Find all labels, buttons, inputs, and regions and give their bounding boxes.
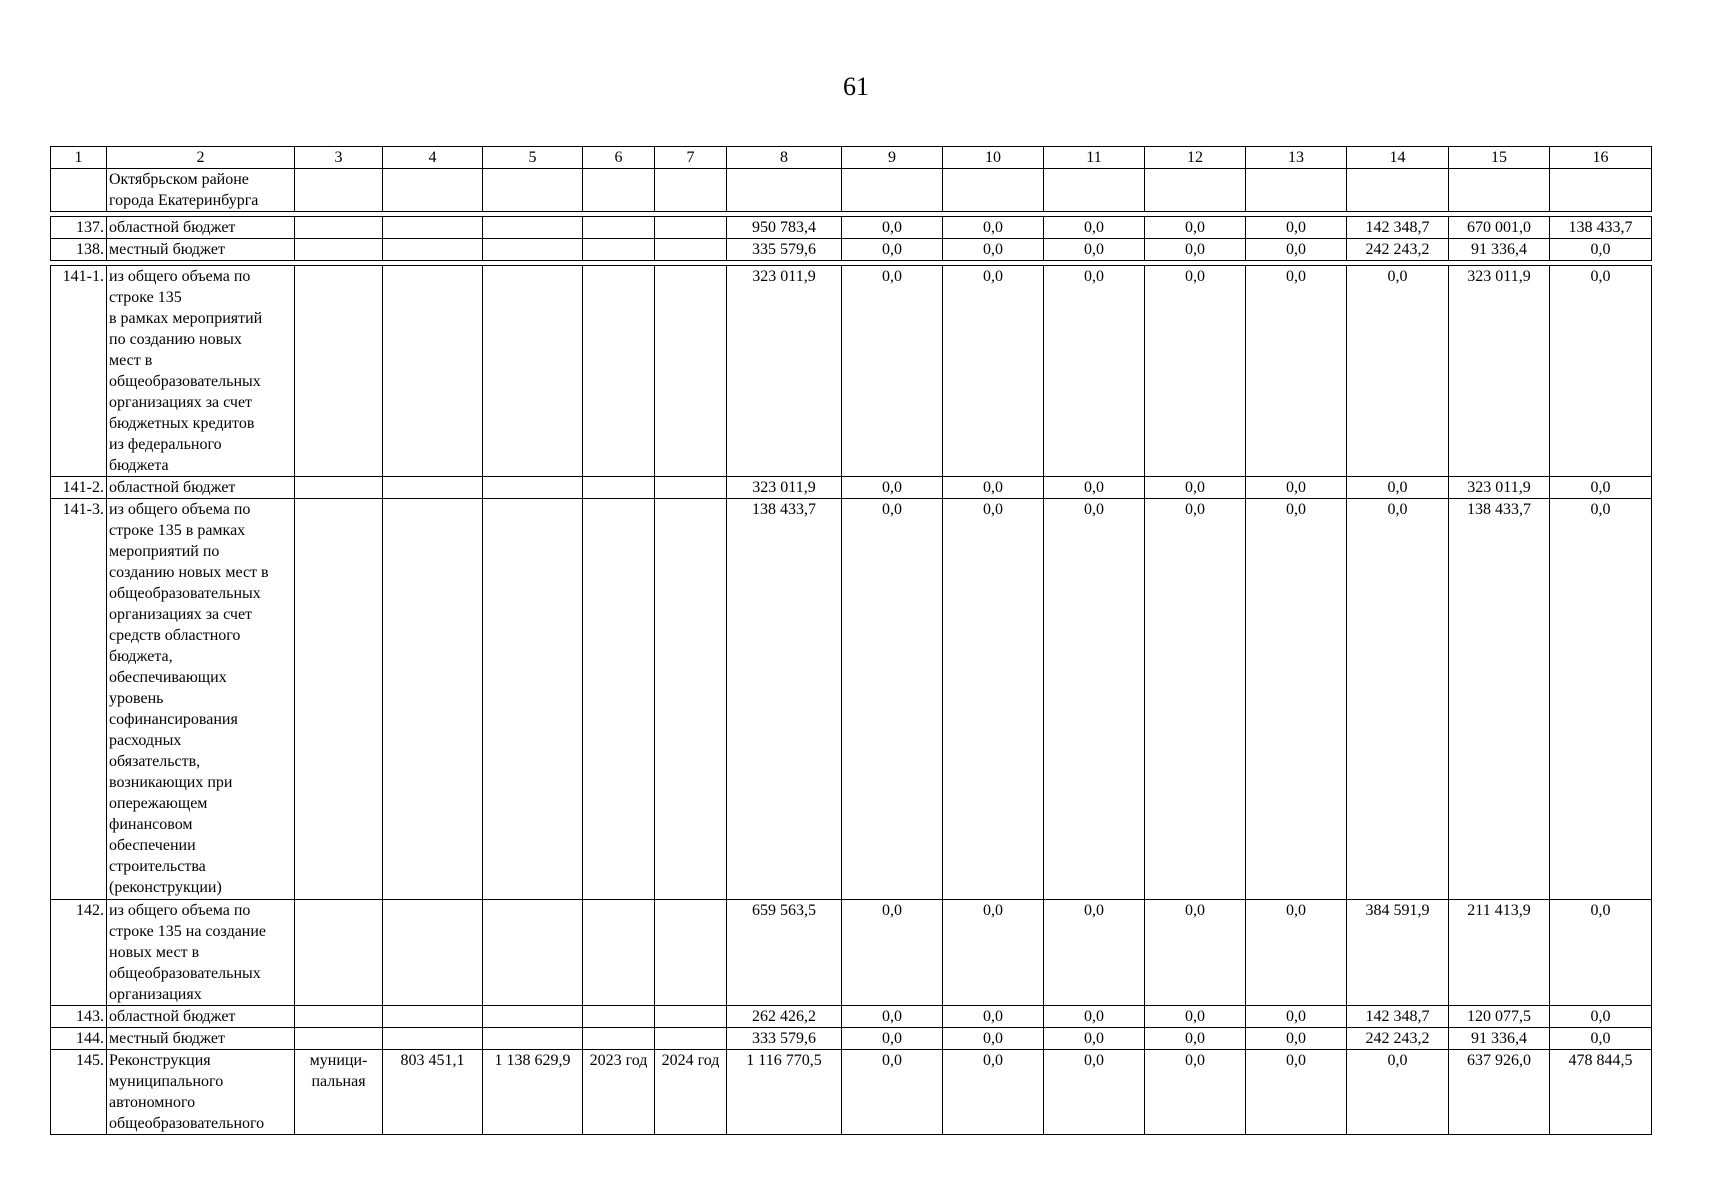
amount-cell bbox=[1145, 169, 1246, 212]
ownership-cell: муници- пальная bbox=[295, 1050, 383, 1135]
year-cell bbox=[583, 169, 655, 212]
amount-cell: 0,0 bbox=[1550, 900, 1652, 1006]
amount-cell: 142 348,7 bbox=[1347, 217, 1449, 239]
year-cell bbox=[583, 1006, 655, 1028]
amount-cell: 0,0 bbox=[1246, 217, 1347, 239]
amount-cell: 91 336,4 bbox=[1449, 1028, 1550, 1050]
year-cell bbox=[583, 499, 655, 900]
amount-cell: 333 579,6 bbox=[727, 1028, 842, 1050]
budget-table bbox=[50, 146, 1652, 1135]
year-cell bbox=[655, 477, 727, 499]
amount-cell: 0,0 bbox=[842, 1006, 943, 1028]
amount-cell: 0,0 bbox=[842, 499, 943, 900]
row-number: 138. bbox=[51, 239, 107, 261]
amount-cell: 384 591,9 bbox=[1347, 900, 1449, 1006]
amount-cell: 0,0 bbox=[1550, 266, 1652, 477]
table-row bbox=[51, 477, 1652, 499]
ownership-cell bbox=[295, 1006, 383, 1028]
page-number: 61 bbox=[843, 72, 869, 101]
amount-cell: 323 011,9 bbox=[727, 477, 842, 499]
amount-cell: 0,0 bbox=[1145, 900, 1246, 1006]
ownership-cell bbox=[295, 477, 383, 499]
cost-cell bbox=[483, 217, 583, 239]
year-cell bbox=[655, 499, 727, 900]
row-description: из общего объема по строке 135 на создание новых мест в общеобразовательных организациях bbox=[107, 900, 295, 1006]
column-number-row bbox=[51, 147, 1652, 169]
amount-cell: 0,0 bbox=[943, 239, 1044, 261]
cost-cell: 1 138 629,9 bbox=[483, 1050, 583, 1135]
column-header: 9 bbox=[842, 147, 943, 169]
column-header: 12 bbox=[1145, 147, 1246, 169]
amount-cell: 670 001,0 bbox=[1449, 217, 1550, 239]
year-cell bbox=[583, 477, 655, 499]
amount-cell: 323 011,9 bbox=[1449, 266, 1550, 477]
amount-cell: 0,0 bbox=[1044, 217, 1145, 239]
amount-cell: 0,0 bbox=[943, 900, 1044, 1006]
amount-cell: 0,0 bbox=[1145, 217, 1246, 239]
amount-cell: 478 844,5 bbox=[1550, 1050, 1652, 1135]
amount-cell bbox=[1246, 169, 1347, 212]
table-row bbox=[51, 499, 1652, 900]
ownership-cell bbox=[295, 169, 383, 212]
amount-cell: 0,0 bbox=[1246, 266, 1347, 477]
table-row bbox=[51, 900, 1652, 1006]
row-number: 144. bbox=[51, 1028, 107, 1050]
table-row bbox=[51, 1006, 1652, 1028]
cost-cell bbox=[383, 1006, 483, 1028]
table-row bbox=[51, 266, 1652, 477]
amount-cell: 0,0 bbox=[943, 477, 1044, 499]
amount-cell: 142 348,7 bbox=[1347, 1006, 1449, 1028]
year-cell bbox=[655, 217, 727, 239]
amount-cell: 262 426,2 bbox=[727, 1006, 842, 1028]
amount-cell: 323 011,9 bbox=[727, 266, 842, 477]
cost-cell bbox=[483, 499, 583, 900]
amount-cell: 0,0 bbox=[1246, 900, 1347, 1006]
amount-cell: 0,0 bbox=[1044, 1006, 1145, 1028]
amount-cell: 0,0 bbox=[1246, 1050, 1347, 1135]
amount-cell: 950 783,4 bbox=[727, 217, 842, 239]
cost-cell bbox=[483, 1028, 583, 1050]
amount-cell: 0,0 bbox=[1145, 266, 1246, 477]
year-cell bbox=[655, 900, 727, 1006]
row-description: из общего объема по строке 135 в рамках мероприятий по созданию новых мест в общеобразовательных организациях за счет средств областного бюджета, обеспечивающих уровень софинансирования расходных обязательств, возникающих при опережающем финансовом обеспечении строительства (реконструкции) bbox=[107, 499, 295, 900]
amount-cell bbox=[1449, 169, 1550, 212]
cost-cell bbox=[383, 900, 483, 1006]
amount-cell: 0,0 bbox=[842, 1050, 943, 1135]
cost-cell bbox=[483, 1006, 583, 1028]
ownership-cell bbox=[295, 900, 383, 1006]
amount-cell: 0,0 bbox=[1550, 477, 1652, 499]
cost-cell bbox=[383, 1028, 483, 1050]
amount-cell: 0,0 bbox=[1550, 499, 1652, 900]
amount-cell: 0,0 bbox=[842, 217, 943, 239]
amount-cell: 0,0 bbox=[1550, 1028, 1652, 1050]
amount-cell: 0,0 bbox=[1044, 1028, 1145, 1050]
amount-cell: 0,0 bbox=[1145, 239, 1246, 261]
year-cell bbox=[655, 1006, 727, 1028]
ownership-cell bbox=[295, 266, 383, 477]
amount-cell: 0,0 bbox=[1145, 1050, 1246, 1135]
amount-cell: 0,0 bbox=[1347, 499, 1449, 900]
row-description: областной бюджет bbox=[107, 477, 295, 499]
cost-cell bbox=[383, 266, 483, 477]
row-description: Реконструкция муниципального автономного общеобразовательного bbox=[107, 1050, 295, 1135]
amount-cell bbox=[727, 169, 842, 212]
year-cell bbox=[583, 217, 655, 239]
row-description: местный бюджет bbox=[107, 1028, 295, 1050]
year-cell bbox=[583, 266, 655, 477]
column-header: 16 bbox=[1550, 147, 1652, 169]
amount-cell: 0,0 bbox=[1246, 1006, 1347, 1028]
cost-cell bbox=[383, 217, 483, 239]
amount-cell: 0,0 bbox=[842, 477, 943, 499]
amount-cell bbox=[842, 169, 943, 212]
row-description: областной бюджет bbox=[107, 1006, 295, 1028]
column-header: 2 bbox=[107, 147, 295, 169]
amount-cell: 0,0 bbox=[1347, 266, 1449, 477]
amount-cell: 0,0 bbox=[1347, 1050, 1449, 1135]
column-header: 15 bbox=[1449, 147, 1550, 169]
column-header: 10 bbox=[943, 147, 1044, 169]
table-row bbox=[51, 217, 1652, 239]
row-description: местный бюджет bbox=[107, 239, 295, 261]
column-header: 6 bbox=[583, 147, 655, 169]
amount-cell: 0,0 bbox=[842, 1028, 943, 1050]
cost-cell bbox=[383, 477, 483, 499]
amount-cell: 138 433,7 bbox=[1449, 499, 1550, 900]
row-number: 141-2. bbox=[51, 477, 107, 499]
cost-cell bbox=[383, 169, 483, 212]
cost-cell bbox=[383, 499, 483, 900]
amount-cell: 242 243,2 bbox=[1347, 239, 1449, 261]
amount-cell: 659 563,5 bbox=[727, 900, 842, 1006]
amount-cell: 0,0 bbox=[1145, 499, 1246, 900]
amount-cell: 0,0 bbox=[1550, 239, 1652, 261]
year-cell bbox=[655, 266, 727, 477]
amount-cell: 0,0 bbox=[1145, 1028, 1246, 1050]
column-header: 8 bbox=[727, 147, 842, 169]
column-header: 11 bbox=[1044, 147, 1145, 169]
amount-cell: 0,0 bbox=[1044, 499, 1145, 900]
column-header: 4 bbox=[383, 147, 483, 169]
year-cell: 2023 год bbox=[583, 1050, 655, 1135]
amount-cell: 138 433,7 bbox=[1550, 217, 1652, 239]
row-description: из общего объема по строке 135 в рамках мероприятий по созданию новых мест в общеобразовательных организациях за счет бюджетных кредитов из федерального бюджета bbox=[107, 266, 295, 477]
year-cell bbox=[583, 239, 655, 261]
amount-cell: 0,0 bbox=[943, 266, 1044, 477]
cost-cell bbox=[483, 477, 583, 499]
table-row bbox=[51, 169, 1652, 212]
row-number: 141-1. bbox=[51, 266, 107, 477]
ownership-cell bbox=[295, 1028, 383, 1050]
year-cell bbox=[583, 1028, 655, 1050]
column-header: 7 bbox=[655, 147, 727, 169]
amount-cell: 0,0 bbox=[1550, 1006, 1652, 1028]
row-number: 145. bbox=[51, 1050, 107, 1135]
amount-cell: 637 926,0 bbox=[1449, 1050, 1550, 1135]
amount-cell: 0,0 bbox=[1145, 1006, 1246, 1028]
ownership-cell bbox=[295, 239, 383, 261]
table-row bbox=[51, 1028, 1652, 1050]
amount-cell bbox=[1044, 169, 1145, 212]
amount-cell: 0,0 bbox=[842, 900, 943, 1006]
column-header: 13 bbox=[1246, 147, 1347, 169]
amount-cell: 120 077,5 bbox=[1449, 1006, 1550, 1028]
amount-cell: 0,0 bbox=[943, 1050, 1044, 1135]
amount-cell: 0,0 bbox=[842, 266, 943, 477]
row-number: 142. bbox=[51, 900, 107, 1006]
amount-cell: 323 011,9 bbox=[1449, 477, 1550, 499]
ownership-cell bbox=[295, 217, 383, 239]
cost-cell: 803 451,1 bbox=[383, 1050, 483, 1135]
amount-cell: 0,0 bbox=[1246, 1028, 1347, 1050]
amount-cell: 0,0 bbox=[1044, 239, 1145, 261]
cost-cell bbox=[483, 239, 583, 261]
table-row bbox=[51, 1050, 1652, 1135]
year-cell: 2024 год bbox=[655, 1050, 727, 1135]
amount-cell: 0,0 bbox=[1347, 477, 1449, 499]
cost-cell bbox=[383, 239, 483, 261]
amount-cell: 0,0 bbox=[1246, 239, 1347, 261]
amount-cell: 0,0 bbox=[1044, 1050, 1145, 1135]
amount-cell: 242 243,2 bbox=[1347, 1028, 1449, 1050]
amount-cell: 211 413,9 bbox=[1449, 900, 1550, 1006]
year-cell bbox=[655, 239, 727, 261]
amount-cell bbox=[1550, 169, 1652, 212]
cost-cell bbox=[483, 169, 583, 212]
cost-cell bbox=[483, 900, 583, 1006]
amount-cell: 0,0 bbox=[1246, 499, 1347, 900]
row-description: областной бюджет bbox=[107, 217, 295, 239]
amount-cell bbox=[943, 169, 1044, 212]
amount-cell: 0,0 bbox=[1145, 477, 1246, 499]
row-number: 137. bbox=[51, 217, 107, 239]
cost-cell bbox=[483, 266, 583, 477]
row-number: 141-3. bbox=[51, 499, 107, 900]
amount-cell: 0,0 bbox=[1246, 477, 1347, 499]
amount-cell: 0,0 bbox=[1044, 900, 1145, 1006]
column-header: 5 bbox=[483, 147, 583, 169]
amount-cell: 0,0 bbox=[943, 499, 1044, 900]
amount-cell: 335 579,6 bbox=[727, 239, 842, 261]
ownership-cell bbox=[295, 499, 383, 900]
amount-cell: 0,0 bbox=[842, 239, 943, 261]
table-row bbox=[51, 239, 1652, 261]
row-number: 143. bbox=[51, 1006, 107, 1028]
column-header: 3 bbox=[295, 147, 383, 169]
column-header: 1 bbox=[51, 147, 107, 169]
year-cell bbox=[655, 1028, 727, 1050]
amount-cell: 0,0 bbox=[1044, 477, 1145, 499]
amount-cell bbox=[1347, 169, 1449, 212]
column-header: 14 bbox=[1347, 147, 1449, 169]
amount-cell: 91 336,4 bbox=[1449, 239, 1550, 261]
amount-cell: 0,0 bbox=[943, 1028, 1044, 1050]
year-cell bbox=[655, 169, 727, 212]
amount-cell: 0,0 bbox=[943, 1006, 1044, 1028]
year-cell bbox=[583, 900, 655, 1006]
amount-cell: 138 433,7 bbox=[727, 499, 842, 900]
amount-cell: 1 116 770,5 bbox=[727, 1050, 842, 1135]
row-number bbox=[51, 169, 107, 212]
amount-cell: 0,0 bbox=[1044, 266, 1145, 477]
row-description: Октябрьском районе города Екатеринбурга bbox=[107, 169, 295, 212]
amount-cell: 0,0 bbox=[943, 217, 1044, 239]
